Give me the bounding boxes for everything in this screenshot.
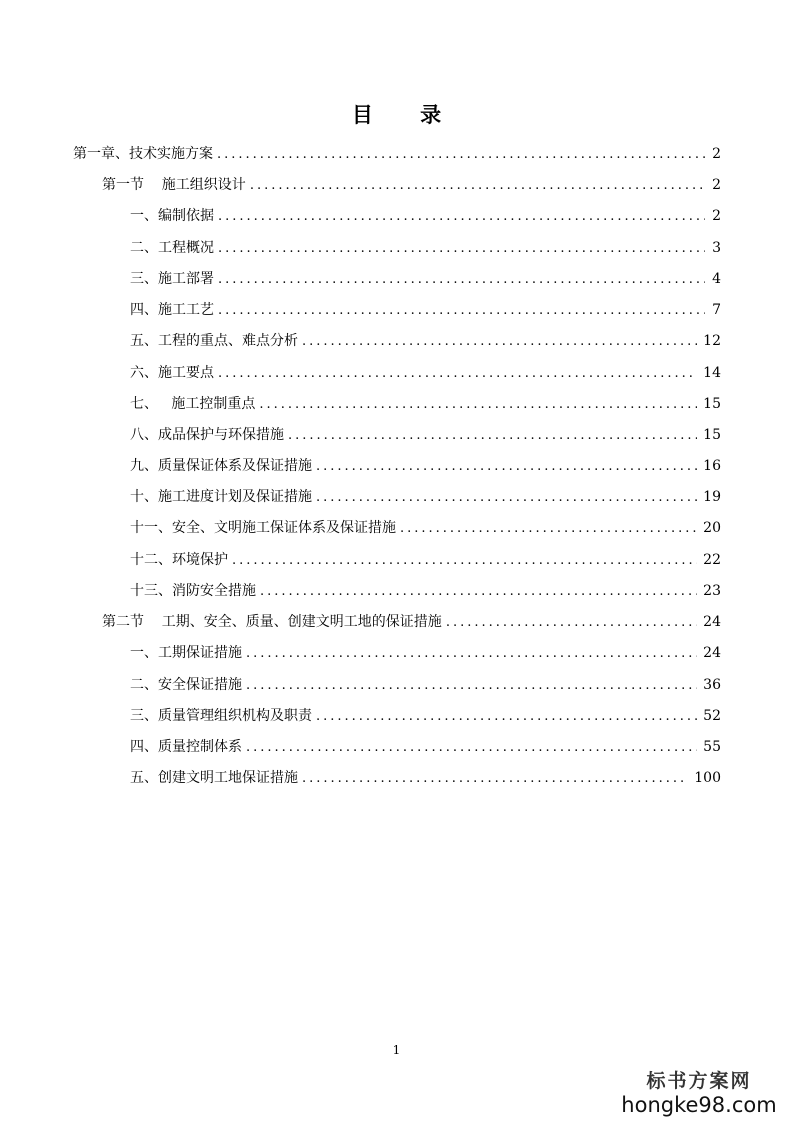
toc-entry-label: 五、工程的重点、难点分析 bbox=[130, 333, 298, 349]
toc-entry[interactable] bbox=[130, 580, 721, 602]
toc-entry-label: 一、工期保证措施 bbox=[130, 645, 242, 661]
toc-entry[interactable] bbox=[130, 642, 721, 664]
toc-entry[interactable] bbox=[130, 517, 721, 539]
toc-entry-label: 九、质量保证体系及保证措施 bbox=[130, 458, 312, 474]
toc-entry-label: 十一、安全、文明施工保证体系及保证措施 bbox=[130, 520, 396, 536]
toc-entry[interactable] bbox=[102, 611, 721, 633]
toc-entry-page: 19 bbox=[703, 489, 721, 505]
toc-entry[interactable] bbox=[130, 362, 721, 384]
toc-dot-leader bbox=[316, 456, 697, 478]
toc-entry-label: 第一节 施工组织设计 bbox=[102, 177, 246, 193]
watermark-domain-text: hongke98.com bbox=[621, 1093, 777, 1117]
toc-dot-leader bbox=[288, 425, 697, 447]
toc-entry-label: 四、施工工艺 bbox=[130, 302, 214, 318]
toc-entry[interactable] bbox=[130, 424, 721, 446]
toc-entry[interactable] bbox=[73, 143, 721, 165]
toc-dot-leader bbox=[400, 518, 697, 540]
toc-entry-label: 八、成品保护与环保措施 bbox=[130, 427, 284, 443]
toc-dot-leader bbox=[260, 581, 697, 603]
toc-entry[interactable] bbox=[130, 767, 721, 789]
toc-dot-leader bbox=[302, 331, 697, 353]
toc-entry-page: 100 bbox=[694, 770, 721, 786]
toc-entry-label: 第一章、技术实施方案 bbox=[73, 146, 213, 162]
toc-entry[interactable] bbox=[130, 736, 721, 758]
toc-dot-leader bbox=[250, 175, 705, 197]
toc-entry-page: 24 bbox=[703, 614, 721, 630]
toc-dot-leader bbox=[316, 706, 697, 728]
toc-entry-label: 十三、消防安全措施 bbox=[130, 583, 256, 599]
toc-entry-page: 20 bbox=[703, 520, 721, 536]
toc-entry[interactable] bbox=[130, 205, 721, 227]
toc-entry[interactable] bbox=[130, 486, 721, 508]
toc-entry-page: 3 bbox=[712, 240, 721, 256]
toc-entry-label: 七、 施工控制重点 bbox=[130, 396, 256, 412]
toc-entry-page: 55 bbox=[703, 739, 721, 755]
toc-dot-leader bbox=[246, 675, 697, 697]
toc-entry-page: 16 bbox=[703, 458, 721, 474]
toc-entry-label: 十、施工进度计划及保证措施 bbox=[130, 489, 312, 505]
toc-entry[interactable] bbox=[130, 674, 721, 696]
toc-entry-page: 22 bbox=[703, 552, 721, 568]
toc-entry-page: 4 bbox=[712, 271, 721, 287]
toc-entry-page: 15 bbox=[703, 396, 721, 412]
toc-entry-page: 36 bbox=[703, 677, 721, 693]
toc-dot-leader bbox=[218, 238, 705, 260]
toc-entry-page: 14 bbox=[703, 365, 721, 381]
toc-entry[interactable] bbox=[130, 393, 721, 415]
toc-entry-page: 2 bbox=[712, 208, 721, 224]
toc-dot-leader bbox=[232, 550, 697, 572]
toc-entry-page: 15 bbox=[703, 427, 721, 443]
toc-entry-page: 23 bbox=[703, 583, 721, 599]
toc-dot-leader bbox=[316, 487, 697, 509]
toc-entry-page: 24 bbox=[703, 645, 721, 661]
watermark-logo bbox=[619, 1072, 779, 1116]
toc-entry-page: 7 bbox=[712, 302, 721, 318]
toc-dot-leader bbox=[217, 144, 705, 166]
toc-dot-leader bbox=[302, 768, 688, 790]
toc-entry-label: 第二节 工期、安全、质量、创建文明工地的保证措施 bbox=[102, 614, 442, 630]
toc-entry-page: 2 bbox=[712, 146, 721, 162]
toc-entry[interactable] bbox=[130, 330, 721, 352]
toc-dot-leader bbox=[246, 737, 697, 759]
toc-entry-label: 五、创建文明工地保证措施 bbox=[130, 770, 298, 786]
toc-entry-label: 十二、环境保护 bbox=[130, 552, 228, 568]
toc-entry-label: 四、质量控制体系 bbox=[130, 739, 242, 755]
toc-entry[interactable] bbox=[130, 705, 721, 727]
toc-dot-leader bbox=[446, 612, 697, 634]
toc-entry-page: 12 bbox=[703, 333, 721, 349]
toc-dot-leader bbox=[218, 206, 705, 228]
toc-entry[interactable] bbox=[102, 174, 721, 196]
page-number: 1 bbox=[392, 1043, 401, 1057]
toc-entry-label: 三、质量管理组织机构及职责 bbox=[130, 708, 312, 724]
toc-dot-leader bbox=[259, 394, 697, 416]
toc-entry[interactable] bbox=[130, 237, 721, 259]
page-title: 目 录 bbox=[351, 102, 462, 127]
toc-entry-label: 一、编制依据 bbox=[130, 208, 214, 224]
toc-entry-page: 2 bbox=[712, 177, 721, 193]
toc-dot-leader bbox=[218, 269, 705, 291]
toc-entry[interactable] bbox=[130, 268, 721, 290]
toc-entry-label: 三、施工部署 bbox=[130, 271, 214, 287]
toc-dot-leader bbox=[246, 643, 697, 665]
toc-entry[interactable] bbox=[130, 299, 721, 321]
watermark-chinese-text: 标书方案网 bbox=[646, 1070, 752, 1092]
toc-entry[interactable] bbox=[130, 549, 721, 571]
toc-dot-leader bbox=[218, 363, 697, 385]
toc-entry[interactable] bbox=[130, 455, 721, 477]
toc-entry-label: 二、安全保证措施 bbox=[130, 677, 242, 693]
toc-entry-page: 52 bbox=[703, 708, 721, 724]
toc-entry-label: 六、施工要点 bbox=[130, 365, 214, 381]
toc-dot-leader bbox=[218, 300, 705, 322]
toc-entry-label: 二、工程概况 bbox=[130, 240, 214, 256]
